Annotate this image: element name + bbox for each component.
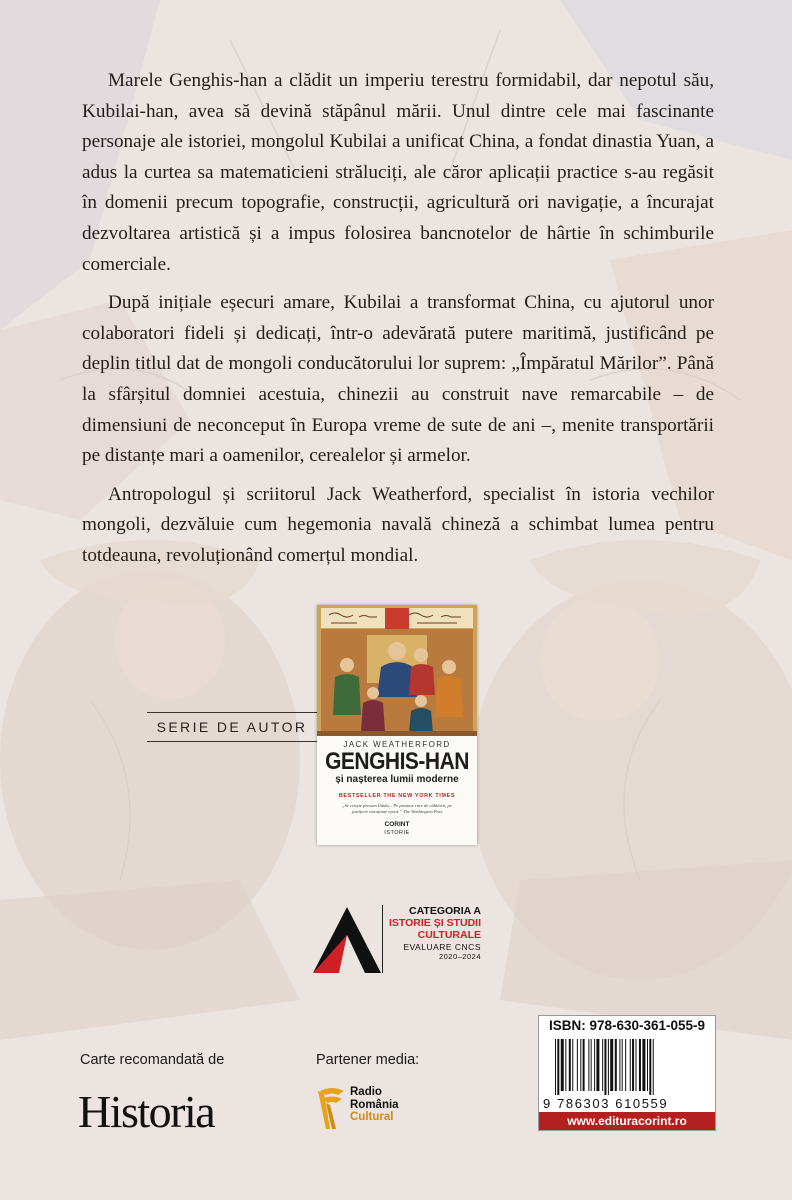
blurb-paragraph: Antropologul și scriitorul Jack Weatherford, specialist în istoria vechilor mongoli, dezvăluie cum hegemonia navală chineză a schimbat lumea pentru totdeauna, revoluționând comerțul mondial. bbox=[82, 483, 714, 566]
category-years: 2020–2024 bbox=[438, 952, 481, 961]
category-triangle-logo bbox=[309, 905, 384, 975]
back-cover-blurb bbox=[82, 66, 714, 580]
book-quote: „Se citește precum Iliada... Pe pasiune care de călătorii, pe justițiere narațiune epică.” The Washington Post bbox=[342, 803, 452, 814]
radio-logo-line: Cultural bbox=[350, 1111, 394, 1123]
blurb-paragraph: Marele Genghis-han a clădit un imperiu terestru formidabil, dar nepotul său, Kubilai-han, avea să devină stăpânul mării. Unul dintre cele mai fascinante personaje ale istoriei, mongolul Kubilai a unificat China, a fondat dinastia Yuan, a adus la curtea sa matematicieni străluciți, ale căror aplicații practice s-au regăsit în domenii precum topografie, construcții, agricultură ori navigație, a încurajat dezvoltarea artistică și a impus folosirea bancnotelor de hârtie în schimburile comerciale. bbox=[82, 70, 714, 275]
radio-romania-cultural-icon bbox=[316, 1083, 348, 1131]
book-publisher-logo bbox=[317, 821, 477, 837]
publisher-name: CORINT bbox=[384, 821, 410, 828]
book-author: JACK WEATHERFORD bbox=[343, 740, 451, 749]
media-partner-label: Partener media: bbox=[316, 1052, 420, 1068]
category-evaluation: EVALUARE CNCS bbox=[403, 942, 481, 952]
book-bestseller-tag: BESTSELLER THE NEW YORK TIMES bbox=[338, 793, 456, 799]
book-cover-miniature-art bbox=[317, 605, 477, 736]
related-book-cover bbox=[317, 605, 477, 845]
category-badge bbox=[382, 905, 483, 973]
radio-romania-cultural-logo bbox=[350, 1086, 399, 1124]
category-label: CATEGORIA A bbox=[409, 905, 481, 917]
publisher-website-link[interactable]: www.edituracorint.ro bbox=[539, 1112, 715, 1130]
publisher-imprint: ISTORIE bbox=[384, 830, 410, 836]
blurb-paragraph: După inițiale eșecuri amare, Kubilai a transformat China, cu ajutorul unor colaboratori fideli și dedicați, într-o adevărată putere maritimă, justificând pe deplin titlul dat de mongoli conducătorului lor suprem: „Împăratul Mărilor”. Până la sfârșitul domniei acestuia, chinezii au construit nave remarcabile – de dimensiuni de neconceput în Europa vreme de sute de ani –, menite transportării pe distanțe mari a oamenilor, cerealelor și armelor. bbox=[82, 292, 714, 467]
series-label: SERIE DE AUTOR bbox=[147, 712, 317, 742]
isbn-number: ISBN: 978-630-361-055-9 bbox=[548, 1018, 706, 1033]
isbn-barcode-block bbox=[538, 1015, 716, 1131]
radio-logo-line: Radio bbox=[350, 1086, 382, 1098]
barcode bbox=[553, 1039, 703, 1095]
barcode-digits: 9 786303 610559 bbox=[543, 1096, 669, 1111]
book-subtitle: și nașterea lumii moderne bbox=[335, 774, 459, 785]
category-field: ISTORIE ȘI STUDII bbox=[389, 917, 481, 929]
recommended-by-label: Carte recomandată de bbox=[80, 1052, 225, 1068]
radio-logo-line: România bbox=[350, 1098, 399, 1111]
book-title: GENGHIS-HAN bbox=[325, 748, 469, 775]
category-field-continued: CULTURALE bbox=[417, 929, 481, 941]
historia-logo: Historia bbox=[78, 1086, 215, 1137]
